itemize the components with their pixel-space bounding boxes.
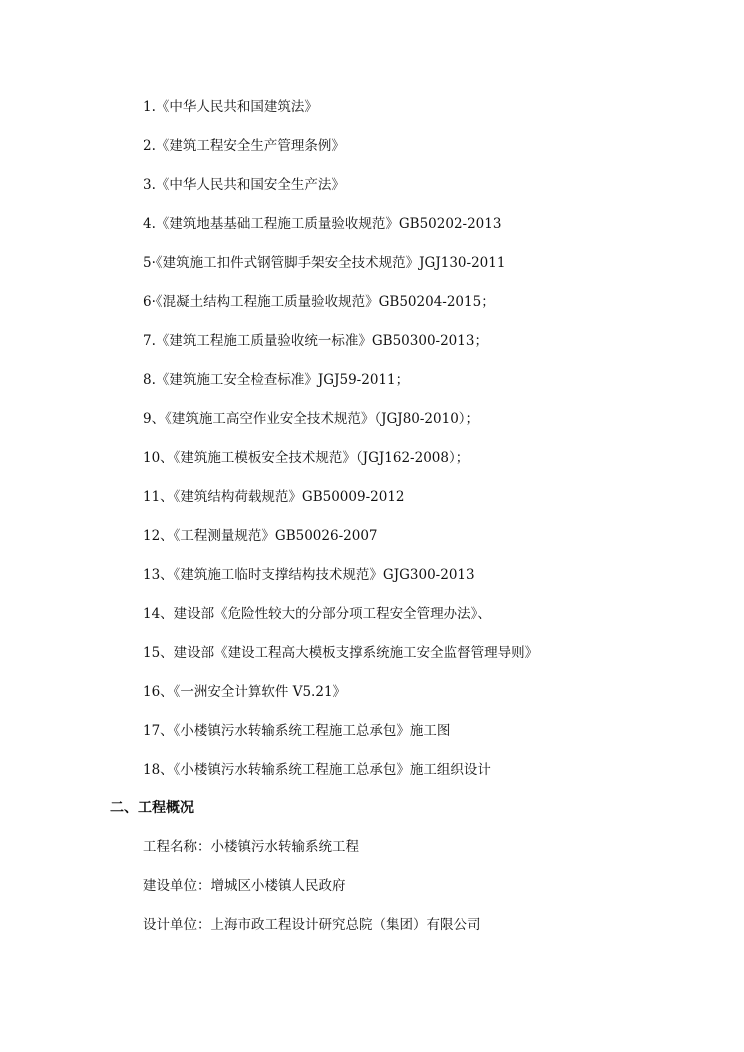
client-line: 建设单位：增城区小楼镇人民政府 [143, 878, 346, 894]
reference-item: 15、建设部《建设工程高大模板支撑系统施工安全监督管理导则》 [143, 645, 539, 661]
reference-item: 8.《建筑施工安全检查标准》JGJ59-2011； [143, 372, 410, 388]
reference-item: 6·《混凝土结构工程施工质量验收规范》GB50204-2015； [143, 294, 495, 310]
project-info-list [143, 834, 481, 951]
reference-item: 13、《建筑施工临时支撑结构技术规范》GJG300-2013 [143, 567, 475, 583]
project-name-line: 工程名称：小楼镇污水转输系统工程 [143, 839, 359, 855]
reference-item: 1.《中华人民共和国建筑法》 [143, 99, 318, 115]
reference-item: 2.《建筑工程安全生产管理条例》 [143, 138, 345, 154]
reference-item: 9、《建筑施工高空作业安全技术规范》（JGJ80-2010）； [143, 411, 480, 427]
reference-item: 4.《建筑地基基础工程施工质量验收规范》GB50202-2013 [143, 216, 502, 232]
reference-item: 16、《一洲安全计算软件 V5.21》 [143, 684, 347, 700]
reference-item: 14、建设部《危险性较大的分部分项工程安全管理办法》、 [143, 606, 491, 622]
reference-item: 3.《中华人民共和国安全生产法》 [143, 177, 345, 193]
reference-item: 17、《小楼镇污水转输系统工程施工总承包》施工图 [143, 723, 451, 739]
reference-item: 10、《建筑施工模板安全技术规范》（JGJ162-2008）； [143, 450, 470, 466]
reference-list [143, 94, 538, 796]
reference-item: 12、《工程测量规范》GB50026-2007 [143, 528, 378, 544]
section-heading: 二、工程概况 [110, 800, 194, 816]
reference-item: 18、《小楼镇污水转输系统工程施工总承包》施工组织设计 [143, 762, 491, 778]
reference-item: 5·《建筑施工扣件式钢管脚手架安全技术规范》JGJ130-2011 [143, 255, 506, 271]
reference-item: 11、《建筑结构荷载规范》GB50009-2012 [143, 489, 405, 505]
designer-line: 设计单位：上海市政工程设计研究总院（集团）有限公司 [143, 917, 481, 933]
reference-item: 7.《建筑工程施工质量验收统一标准》GB50300-2013； [143, 333, 488, 349]
